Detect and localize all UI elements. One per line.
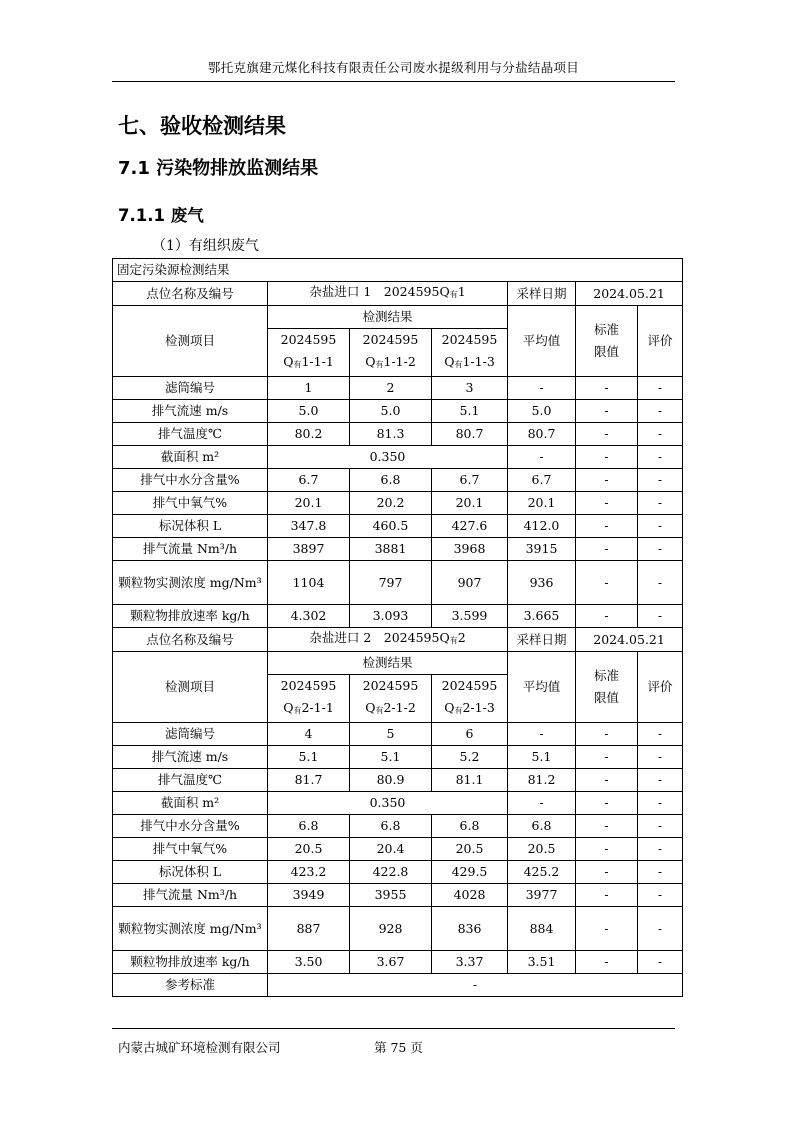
item-label: 检测项目 <box>113 306 268 377</box>
value-cell: 5.0 <box>508 400 576 423</box>
results-label: 检测结果 <box>268 306 508 329</box>
item-title: （1）有组织废气 <box>152 238 259 254</box>
value-cell: 3.093 <box>350 605 432 628</box>
sample-id-line1: 2024595 <box>362 332 419 347</box>
results-header-row <box>113 652 683 675</box>
item-name: 颗粒物实测浓度 mg/Nm³ <box>113 907 268 951</box>
sample-id <box>268 329 350 377</box>
sample-id-line2 <box>434 697 505 722</box>
area-row <box>113 792 683 815</box>
sample-q: Q <box>444 700 455 715</box>
value-cell: - <box>576 377 638 400</box>
value-cell: - <box>576 469 638 492</box>
sample-date: 2024.05.21 <box>576 282 683 306</box>
sample-suffix: 2-1-1 <box>301 700 334 715</box>
sample-suffix: 1-1-2 <box>383 354 416 369</box>
value-cell: - <box>638 492 683 515</box>
value-cell: 80.7 <box>432 423 508 446</box>
value-cell: 5.1 <box>350 746 432 769</box>
data-row <box>113 538 683 561</box>
value-cell: 20.5 <box>268 838 350 861</box>
value-cell: - <box>508 446 576 469</box>
value-cell: 884 <box>508 907 576 951</box>
value-cell: 4.302 <box>268 605 350 628</box>
value-cell: 5.2 <box>432 746 508 769</box>
sample-id <box>350 675 432 723</box>
value-cell: - <box>638 907 683 951</box>
value-cell: - <box>638 605 683 628</box>
value-cell: 427.6 <box>432 515 508 538</box>
item-name: 滤筒编号 <box>113 377 268 400</box>
value-cell: 3955 <box>350 884 432 907</box>
value-cell: 5.1 <box>432 400 508 423</box>
value-cell: 6.7 <box>432 469 508 492</box>
item-name: 排气流量 Nm³/h <box>113 884 268 907</box>
value-cell: 3949 <box>268 884 350 907</box>
data-row <box>113 377 683 400</box>
sample-q: Q <box>444 354 455 369</box>
data-row <box>113 815 683 838</box>
point-id: 杂盐进口 2 2024595Q <box>309 630 450 645</box>
footer-company: 内蒙古城矿环境检测有限公司 <box>118 1040 281 1055</box>
value-cell: 412.0 <box>508 515 576 538</box>
sample-id-line2 <box>434 351 505 376</box>
results-label: 检测结果 <box>268 652 508 675</box>
value-cell: 5 <box>350 723 432 746</box>
item-name: 颗粒物排放速率 kg/h <box>113 951 268 974</box>
value-cell: - <box>576 907 638 951</box>
value-cell: 20.1 <box>432 492 508 515</box>
value-cell: 81.7 <box>268 769 350 792</box>
area-row <box>113 446 683 469</box>
sample-suffix: 1-1-1 <box>301 354 334 369</box>
value-cell: - <box>638 469 683 492</box>
value-cell: 3.51 <box>508 951 576 974</box>
section-title: 七、验收检测结果 <box>118 114 286 138</box>
value-cell: 20.1 <box>508 492 576 515</box>
reference-label: 参考标准 <box>113 974 268 997</box>
sample-id-line2 <box>352 351 429 376</box>
item-name: 标况体积 L <box>113 515 268 538</box>
eval-label: 评价 <box>638 652 683 723</box>
sample-id <box>350 329 432 377</box>
value-cell: - <box>638 377 683 400</box>
value-cell: - <box>576 538 638 561</box>
subscript: 有 <box>375 706 384 715</box>
value-cell: 887 <box>268 907 350 951</box>
value-cell: 3881 <box>350 538 432 561</box>
value-cell: 907 <box>432 561 508 605</box>
value-cell: - <box>638 861 683 884</box>
sample-id <box>268 675 350 723</box>
value-cell: 80.7 <box>508 423 576 446</box>
value-cell: 6.8 <box>508 815 576 838</box>
sample-id-line1: 2024595 <box>441 678 498 693</box>
value-cell: 80.2 <box>268 423 350 446</box>
subsubsection-title: 7.1.1 废气 <box>118 206 204 225</box>
sample-id <box>432 675 508 723</box>
value-cell: - <box>638 769 683 792</box>
value-cell: 6.8 <box>432 815 508 838</box>
value-cell: - <box>576 884 638 907</box>
value-cell: - <box>576 951 638 974</box>
sample-id-line2 <box>270 351 347 376</box>
value-cell: 928 <box>350 907 432 951</box>
item-name: 标况体积 L <box>113 861 268 884</box>
sample-id <box>432 329 508 377</box>
std-label: 标准限值 <box>576 652 638 723</box>
data-row <box>113 605 683 628</box>
sample-id-line1: 2024595 <box>362 678 419 693</box>
item-name: 颗粒物实测浓度 mg/Nm³ <box>113 561 268 605</box>
value-cell: 3.50 <box>268 951 350 974</box>
avg-label: 平均值 <box>508 652 576 723</box>
data-row <box>113 838 683 861</box>
value-cell: - <box>508 377 576 400</box>
table-title: 固定污染源检测结果 <box>113 259 683 282</box>
value-cell: 3.67 <box>350 951 432 974</box>
value-cell: 5.0 <box>350 400 432 423</box>
sample-q: Q <box>365 700 376 715</box>
point-index: 2 <box>457 630 466 645</box>
data-row <box>113 469 683 492</box>
value-cell: - <box>638 538 683 561</box>
data-row <box>113 951 683 974</box>
value-cell: 3.665 <box>508 605 576 628</box>
item-name: 排气中水分含量% <box>113 469 268 492</box>
value-cell: 20.5 <box>508 838 576 861</box>
value-cell: 81.1 <box>432 769 508 792</box>
value-cell: - <box>638 400 683 423</box>
value-cell: - <box>576 769 638 792</box>
item-name: 排气流速 m/s <box>113 400 268 423</box>
value-cell: 6.8 <box>350 815 432 838</box>
avg-label: 平均值 <box>508 306 576 377</box>
value-cell: 936 <box>508 561 576 605</box>
sample-id-line2 <box>270 697 347 722</box>
std-label: 标准限值 <box>576 306 638 377</box>
value-cell: 3915 <box>508 538 576 561</box>
value-cell: 20.5 <box>432 838 508 861</box>
sample-id-line1: 2024595 <box>280 332 337 347</box>
value-cell: 3977 <box>508 884 576 907</box>
value-cell: - <box>638 815 683 838</box>
value-cell: - <box>576 423 638 446</box>
value-cell: 1 <box>268 377 350 400</box>
data-row <box>113 492 683 515</box>
reference-row <box>113 974 683 997</box>
sample-q: Q <box>365 354 376 369</box>
value-cell: - <box>576 446 638 469</box>
data-row <box>113 884 683 907</box>
data-row <box>113 723 683 746</box>
sample-id-line1: 2024595 <box>441 332 498 347</box>
value-cell: - <box>576 400 638 423</box>
value-cell: 2 <box>350 377 432 400</box>
subscript: 有 <box>449 636 458 645</box>
value-cell: - <box>638 884 683 907</box>
value-cell: 5.1 <box>268 746 350 769</box>
item-name: 排气中水分含量% <box>113 815 268 838</box>
header-rule <box>112 81 675 82</box>
value-cell: 1104 <box>268 561 350 605</box>
sample-date: 2024.05.21 <box>576 628 683 652</box>
value-cell: 460.5 <box>350 515 432 538</box>
area-value: 0.350 <box>268 446 508 469</box>
value-cell: - <box>576 605 638 628</box>
value-cell: - <box>638 561 683 605</box>
value-cell: 6.7 <box>508 469 576 492</box>
value-cell: 6 <box>432 723 508 746</box>
sample-id-line2 <box>352 697 429 722</box>
value-cell: - <box>638 951 683 974</box>
value-cell: 4 <box>268 723 350 746</box>
value-cell: - <box>576 815 638 838</box>
value-cell: 20.1 <box>268 492 350 515</box>
reference-value: - <box>268 974 683 997</box>
value-cell: 836 <box>432 907 508 951</box>
value-cell: - <box>576 561 638 605</box>
date-label: 采样日期 <box>508 628 576 652</box>
value-cell: 3897 <box>268 538 350 561</box>
sample-q: Q <box>283 700 294 715</box>
subscript: 有 <box>375 360 384 369</box>
value-cell: 6.8 <box>268 815 350 838</box>
item-name: 颗粒物排放速率 kg/h <box>113 605 268 628</box>
value-cell: - <box>576 792 638 815</box>
value-cell: 423.2 <box>268 861 350 884</box>
value-cell: - <box>638 746 683 769</box>
value-cell: - <box>638 838 683 861</box>
value-cell: 20.4 <box>350 838 432 861</box>
subscript: 有 <box>293 360 302 369</box>
value-cell: - <box>638 723 683 746</box>
page-number: 第 75 页 <box>374 1040 423 1055</box>
item-name: 排气中氧气% <box>113 492 268 515</box>
value-cell: 425.2 <box>508 861 576 884</box>
point-name <box>268 282 508 306</box>
sample-suffix: 2-1-3 <box>462 700 495 715</box>
value-cell: - <box>508 723 576 746</box>
data-row <box>113 769 683 792</box>
value-cell: 797 <box>350 561 432 605</box>
value-cell: 6.7 <box>268 469 350 492</box>
results-table <box>112 258 683 997</box>
data-row <box>113 746 683 769</box>
data-row <box>113 515 683 538</box>
item-name: 截面积 m² <box>113 792 268 815</box>
point-id: 杂盐进口 1 2024595Q <box>309 284 450 299</box>
subscript: 有 <box>293 706 302 715</box>
item-name: 排气温度℃ <box>113 769 268 792</box>
point-label: 点位名称及编号 <box>113 282 268 306</box>
page-header: 鄂托克旗建元煤化科技有限责任公司废水提级利用与分盐结晶项目 <box>207 60 580 75</box>
area-value: 0.350 <box>268 792 508 815</box>
value-cell: 20.2 <box>350 492 432 515</box>
sample-suffix: 2-1-2 <box>383 700 416 715</box>
value-cell: 3968 <box>432 538 508 561</box>
value-cell: 3.599 <box>432 605 508 628</box>
subscript: 有 <box>454 360 463 369</box>
sample-suffix: 1-1-3 <box>462 354 495 369</box>
value-cell: 347.8 <box>268 515 350 538</box>
value-cell: 80.9 <box>350 769 432 792</box>
value-cell: - <box>576 861 638 884</box>
point-row <box>113 628 683 652</box>
point-index: 1 <box>457 284 466 299</box>
date-label: 采样日期 <box>508 282 576 306</box>
value-cell: - <box>576 492 638 515</box>
sample-id-line1: 2024595 <box>280 678 337 693</box>
value-cell: - <box>508 792 576 815</box>
value-cell: 5.1 <box>508 746 576 769</box>
value-cell: 3.37 <box>432 951 508 974</box>
item-name: 排气流量 Nm³/h <box>113 538 268 561</box>
value-cell: - <box>576 515 638 538</box>
value-cell: 4028 <box>432 884 508 907</box>
value-cell: 3 <box>432 377 508 400</box>
item-label: 检测项目 <box>113 652 268 723</box>
item-name: 排气中氧气% <box>113 838 268 861</box>
point-row <box>113 282 683 306</box>
value-cell: 6.8 <box>350 469 432 492</box>
results-header-row <box>113 306 683 329</box>
table-title-row <box>113 259 683 282</box>
point-name <box>268 628 508 652</box>
subsection-title: 7.1 污染物排放监测结果 <box>118 158 319 179</box>
data-row <box>113 400 683 423</box>
subscript: 有 <box>454 706 463 715</box>
value-cell: 81.2 <box>508 769 576 792</box>
value-cell: - <box>638 792 683 815</box>
value-cell: - <box>638 423 683 446</box>
value-cell: - <box>576 746 638 769</box>
item-name: 排气温度℃ <box>113 423 268 446</box>
item-name: 截面积 m² <box>113 446 268 469</box>
value-cell: 5.0 <box>268 400 350 423</box>
footer-rule <box>112 1028 675 1029</box>
sample-q: Q <box>283 354 294 369</box>
value-cell: 81.3 <box>350 423 432 446</box>
eval-label: 评价 <box>638 306 683 377</box>
point-label: 点位名称及编号 <box>113 628 268 652</box>
data-row <box>113 423 683 446</box>
value-cell: - <box>638 515 683 538</box>
value-cell: - <box>576 723 638 746</box>
value-cell: - <box>638 446 683 469</box>
value-cell: 429.5 <box>432 861 508 884</box>
data-row <box>113 907 683 951</box>
value-cell: 422.8 <box>350 861 432 884</box>
value-cell: - <box>576 838 638 861</box>
data-row <box>113 861 683 884</box>
data-row <box>113 561 683 605</box>
item-name: 排气流速 m/s <box>113 746 268 769</box>
item-name: 滤筒编号 <box>113 723 268 746</box>
subscript: 有 <box>449 290 458 299</box>
